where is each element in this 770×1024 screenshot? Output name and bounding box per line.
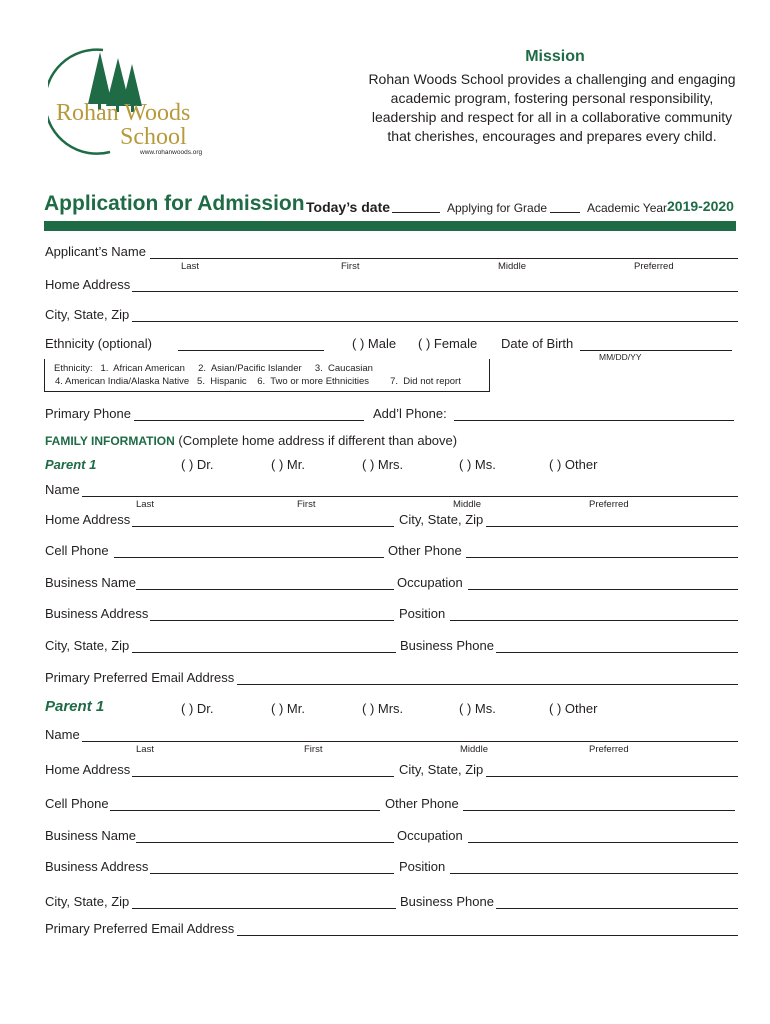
parent1-position-label: Position [399,606,446,621]
parent2-cell-field[interactable] [110,810,380,811]
parent2-city-state-zip-label: City, State, Zip [45,894,130,909]
parent1-business-address-label: Business Address [45,606,149,621]
title-mrs[interactable]: ( ) Mrs. [362,457,404,472]
parent2-business-name-label: Business Name [45,828,137,843]
sub-preferred: Preferred [634,261,674,272]
parent2-other-phone-field[interactable] [463,810,735,811]
parent1-email-field[interactable] [237,684,738,685]
parent1-business-phone-label: Business Phone [400,638,494,653]
applicant-name-label: Applicant’s Name [45,244,146,259]
header-divider-bar [44,221,736,231]
sub-preferred: Preferred [589,744,629,755]
parent1-email-label: Primary Preferred Email Address [45,670,235,685]
parent1-label: Parent 1 [45,457,97,472]
home-address-field[interactable] [132,291,738,292]
ethnicity-field[interactable] [178,350,324,351]
sub-first: First [341,261,360,272]
sub-last: Last [136,744,154,755]
todays-date-field[interactable] [392,212,440,213]
ethnicity-box-line2: 4. American India/Alaska Native 5. Hispanic 6. Two or more Ethnicities 7. Did not report [55,376,461,387]
title-mrs[interactable]: ( ) Mrs. [362,701,404,716]
parent2-position-label: Position [399,859,446,874]
title-dr[interactable]: ( ) Dr. [181,457,214,472]
city-state-zip-field[interactable] [132,321,738,322]
parent1-name-label: Name [45,482,80,497]
sub-first: First [304,744,323,755]
title-ms[interactable]: ( ) Ms. [459,457,496,472]
parent1-business-name-label: Business Name [45,575,137,590]
parent2-business-phone-label: Business Phone [400,894,494,909]
title-mr[interactable]: ( ) Mr. [271,457,305,472]
logo-url: www.rohanwoods.org [140,149,203,156]
parent2-csz-right-label: City, State, Zip [399,762,484,777]
family-heading-title: FAMILY INFORMATION [45,434,175,448]
mission-line: leadership and respect for all in a collaborative community [371,109,733,125]
todays-date-label: Today’s date [306,199,391,215]
logo-name-line2: School [120,124,187,150]
ethnicity-box-line1: Ethnicity: 1. African American 2. Asian/Pacific Islander 3. Caucasian [54,363,373,374]
city-state-zip-label: City, State, Zip [45,307,130,322]
parent2-occupation-label: Occupation [397,828,463,843]
parent1-business-address-field[interactable] [150,620,394,621]
family-heading-note: (Complete home address if different than above) [178,433,458,448]
sub-preferred: Preferred [589,499,629,510]
title-other[interactable]: ( ) Other [549,457,598,472]
parent1-home-address-label: Home Address [45,512,131,527]
sub-first: First [297,499,316,510]
parent1-occupation-field[interactable] [468,589,738,590]
parent1-business-phone-field[interactable] [496,652,738,653]
home-address-label: Home Address [45,277,131,292]
parent1-cell-field[interactable] [114,557,384,558]
family-heading [45,433,457,448]
male-option[interactable]: ( ) Male [352,336,397,351]
school-logo [48,44,208,159]
parent1-csz-right-field[interactable] [486,526,738,527]
parent1-cell-label: Cell Phone [45,543,109,558]
parent2-email-label: Primary Preferred Email Address [45,921,235,936]
addl-phone-field[interactable] [454,420,734,421]
sub-middle: Middle [498,261,526,272]
mission-title: Mission [525,48,585,65]
parent2-city-state-zip-field[interactable] [132,908,396,909]
parent2-occupation-field[interactable] [468,842,738,843]
grade-field[interactable] [550,212,580,213]
title-mr[interactable]: ( ) Mr. [271,701,305,716]
parent1-city-state-zip-label: City, State, Zip [45,638,130,653]
sub-middle: Middle [453,499,481,510]
parent1-position-field[interactable] [450,620,738,621]
parent1-city-state-zip-field[interactable] [132,652,396,653]
parent2-label: Parent 1 [45,698,105,715]
parent1-other-phone-field[interactable] [466,557,738,558]
parent2-name-label: Name [45,727,80,742]
parent1-business-name-field[interactable] [136,589,394,590]
mission-line: academic program, fostering personal responsibility, [390,90,714,106]
primary-phone-label: Primary Phone [45,406,131,421]
parent2-name-field[interactable] [82,741,738,742]
applicant-name-field[interactable] [150,258,738,259]
dob-field[interactable] [580,350,732,351]
mission-line: that cherishes, encourages and prepares every child. [387,128,717,144]
sub-middle: Middle [460,744,488,755]
parent2-business-phone-field[interactable] [496,908,738,909]
page-title: Application for Admission [44,192,305,215]
sub-last: Last [136,499,154,510]
ethnicity-label: Ethnicity (optional) [45,336,152,351]
parent1-name-field[interactable] [82,496,738,497]
sub-last: Last [181,261,199,272]
parent2-home-address-label: Home Address [45,762,131,777]
parent2-position-field[interactable] [450,873,738,874]
mission-line: Rohan Woods School provides a challenging and engaging [368,71,736,87]
grade-label: Applying for Grade [447,201,548,215]
parent1-csz-right-label: City, State, Zip [399,512,484,527]
parent2-business-address-field[interactable] [150,873,394,874]
addl-phone-label: Add’l Phone: [373,406,447,421]
parent2-cell-label: Cell Phone [45,796,109,811]
logo-name-line1: Rohan Woods [56,100,191,126]
title-dr[interactable]: ( ) Dr. [181,701,214,716]
academic-year-label: Academic Year [587,201,668,215]
parent2-business-name-field[interactable] [136,842,394,843]
dob-format: MM/DD/YY [599,352,642,362]
title-other[interactable]: ( ) Other [549,701,598,716]
parent2-csz-right-field[interactable] [486,776,738,777]
parent2-email-field[interactable] [237,935,738,936]
parent1-other-phone-label: Other Phone [388,543,462,558]
parent2-other-phone-label: Other Phone [385,796,459,811]
dob-label: Date of Birth [501,336,574,351]
academic-year-value: 2019-2020 [667,198,734,214]
primary-phone-field[interactable] [134,420,364,421]
title-ms[interactable]: ( ) Ms. [459,701,496,716]
female-option[interactable]: ( ) Female [418,336,478,351]
parent1-home-address-field[interactable] [132,526,394,527]
parent2-business-address-label: Business Address [45,859,149,874]
parent1-occupation-label: Occupation [397,575,463,590]
mission-text [352,70,752,146]
parent2-home-address-field[interactable] [132,776,394,777]
